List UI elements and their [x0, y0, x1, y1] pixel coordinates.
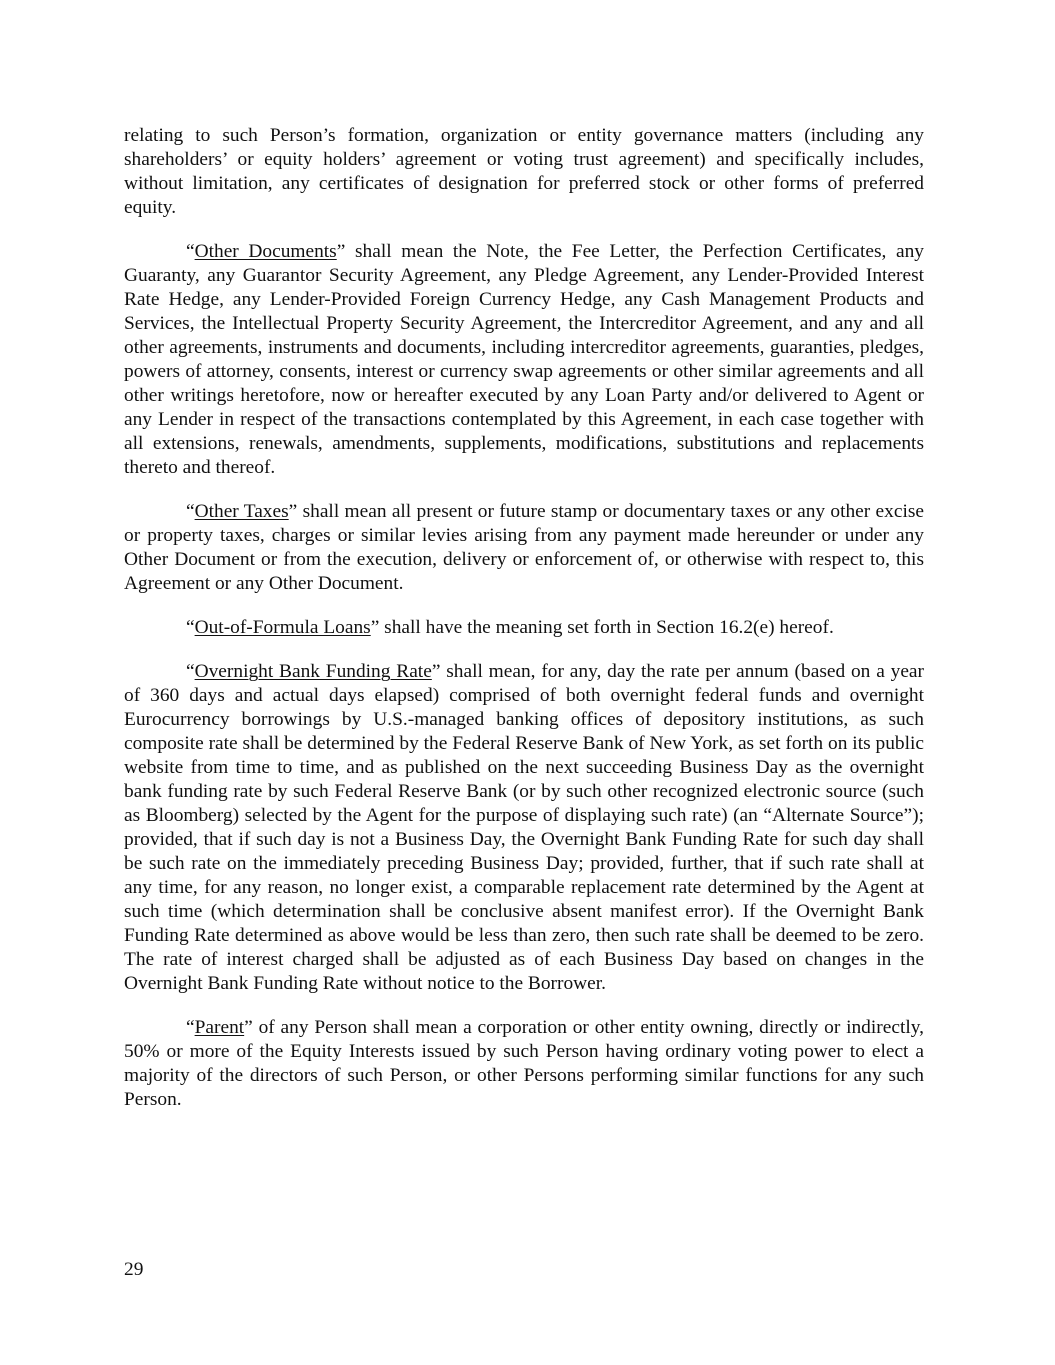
definition-out-of-formula-loans: “Out-of-Formula Loans” shall have the meaning set forth in Section 16.2(e) hereof.: [186, 617, 834, 638]
definition-other-taxes: “Other Taxes” shall mean all present or future stamp or documentary taxes or any other excise or property taxes, charges or similar levies arising from any payment made hereunder or under any Other Document or from the execution, delivery or enforcement of, or otherwise with respect to, this Agreement or any Other Document.: [124, 501, 924, 594]
defined-term: Other Taxes: [194, 501, 289, 522]
definition-text: shall mean the Note, the Fee Letter, the Perfection Certificates, any Guaranty, any Guarantor Security Agreement, any Pledge Agreement, any Lender-Provided Interest Rate Hedge, any Lender-Provided Foreign Currency Hedge, any Cash Management Products and Services, the Intellectual Property Security Agreement, the Intercreditor Agreement, and any and all other agreements, instruments and documents, including intercreditor agreements, guaranties, pledges, powers of attorney, consents, interest or currency swap agreements or other similar agreements and all other writings heretofore, now or hereafter executed by any Loan Party and/or delivered to Agent or any Lender in respect of the transactions contemplated by this Agreement, in each case together with all extensions, renewals, amendments, supplements, modifications, substitutions and replacements thereto and thereof.: [124, 241, 924, 478]
defined-term: Parent: [194, 1017, 245, 1038]
definition-overnight-bank-funding-rate: “Overnight Bank Funding Rate” shall mean, for any, day the rate per annum (based on a year of 360 days and actual days elapsed) comprised of both overnight federal funds and overnight Eurocurrency borrowings by U.S.-managed banking offices of depository institutions, as such composite rate shall be determined by the Federal Reserve Bank of New York, as set forth on its public website from time to time, and as published on the next succeeding Business Day as the overnight bank funding rate by such Federal Reserve Bank (or by such other recognized electronic source (such as Bloomberg) selected by the Agent for the purpose of displaying such rate) (an “Alternate Source”); provided, that if such day is not a Business Day, the Overnight Bank Funding Rate for such day shall be such rate on the immediately preceding Business Day; provided, further, that if such rate shall at any time, for any reason, no longer exist, a comparable replacement rate determined by the Agent at such time (which determination shall be conclusive absent manifest error). If the Overnight Bank Funding Rate determined as above would be less than zero, then such rate shall be deemed to be zero. The rate of interest charged shall be adjusted as of each Business Day based on changes in the Overnight Bank Funding Rate without notice to the Borrower.: [124, 661, 924, 994]
definition-parent: “Parent” of any Person shall mean a corporation or other entity owning, directly or indirectly, 50% or more of the Equity Interests issued by such Person having ordinary voting power to elect a majority of the directors of such Person, or other Persons performing similar functions for any such Person.: [124, 1017, 924, 1110]
definition-text: shall mean, for any, day the rate per annum (based on a year of 360 days and actual days elapsed) comprised of both overnight federal funds and overnight Eurocurrency borrowings by U.S.-managed banking offices of depository institutions, as such composite rate shall be determined by the Federal Reserve Bank of New York, as set forth on its public website from time to time, and as published on the next succeeding Business Day as the overnight bank funding rate by such Federal Reserve Bank (or by such other recognized electronic source (such as Bloomberg) selected by the Agent for the purpose of displaying such rate) (an “Alternate Source”); provided, that if such day is not a Business Day, the Overnight Bank Funding Rate for such day shall be such rate on the immediately preceding Business Day; provided, further, that if such rate shall at any time, for any reason, no longer exist, a comparable replacement rate determined by the Agent at such time (which determination shall be conclusive absent manifest error). If the Overnight Bank Funding Rate determined as above would be less than zero, then such rate shall be deemed to be zero. The rate of interest charged shall be adjusted as of each Business Day based on changes in the Overnight Bank Funding Rate without notice to the Borrower.: [124, 661, 924, 994]
defined-term: Out-of-Formula Loans: [194, 617, 371, 638]
defined-term: Other Documents: [194, 241, 337, 262]
defined-term: Overnight Bank Funding Rate: [194, 661, 432, 682]
paragraph-text: relating to such Person’s formation, organization or entity governance matters (including any shareholders’ or equity holders’ agreement or voting trust agreement) and specifically includes, without limitation, any certificates of designation for preferred stock or other forms of preferred equity.: [124, 125, 924, 218]
definition-text: of any Person shall mean a corporation or other entity owning, directly or indirectly, 50% or more of the Equity Interests issued by such Person having ordinary voting power to elect a majority of the directors of such Person, or other Persons performing similar functions for any such Person.: [124, 1017, 924, 1110]
document-page: [124, 124, 924, 1132]
page-number: 29: [124, 1259, 144, 1280]
definition-text: shall have the meaning set forth in Section 16.2(e) hereof.: [379, 617, 834, 638]
definition-other-documents: “Other Documents” shall mean the Note, the Fee Letter, the Perfection Certificates, any Guaranty, any Guarantor Security Agreement, any Pledge Agreement, any Lender-Provided Interest Rate Hedge, any Lender-Provided Foreign Currency Hedge, any Cash Management Products and Services, the Intellectual Property Security Agreement, the Intercreditor Agreement, and any and all other agreements, instruments and documents, including intercreditor agreements, guaranties, pledges, powers of attorney, consents, interest or currency swap agreements or other similar agreements and all other writings heretofore, now or hereafter executed by any Loan Party and/or delivered to Agent or any Lender in respect of the transactions contemplated by this Agreement, in each case together with all extensions, renewals, amendments, supplements, modifications, substitutions and replacements thereto and thereof.: [124, 241, 924, 478]
definition-text: shall mean all present or future stamp or documentary taxes or any other excise or property taxes, charges or similar levies arising from any payment made hereunder or under any Other Document or from the execution, delivery or enforcement of, or otherwise with respect to, this Agreement or any Other Document.: [124, 501, 924, 594]
paragraph-constituent-documents-continuation: [124, 124, 924, 220]
